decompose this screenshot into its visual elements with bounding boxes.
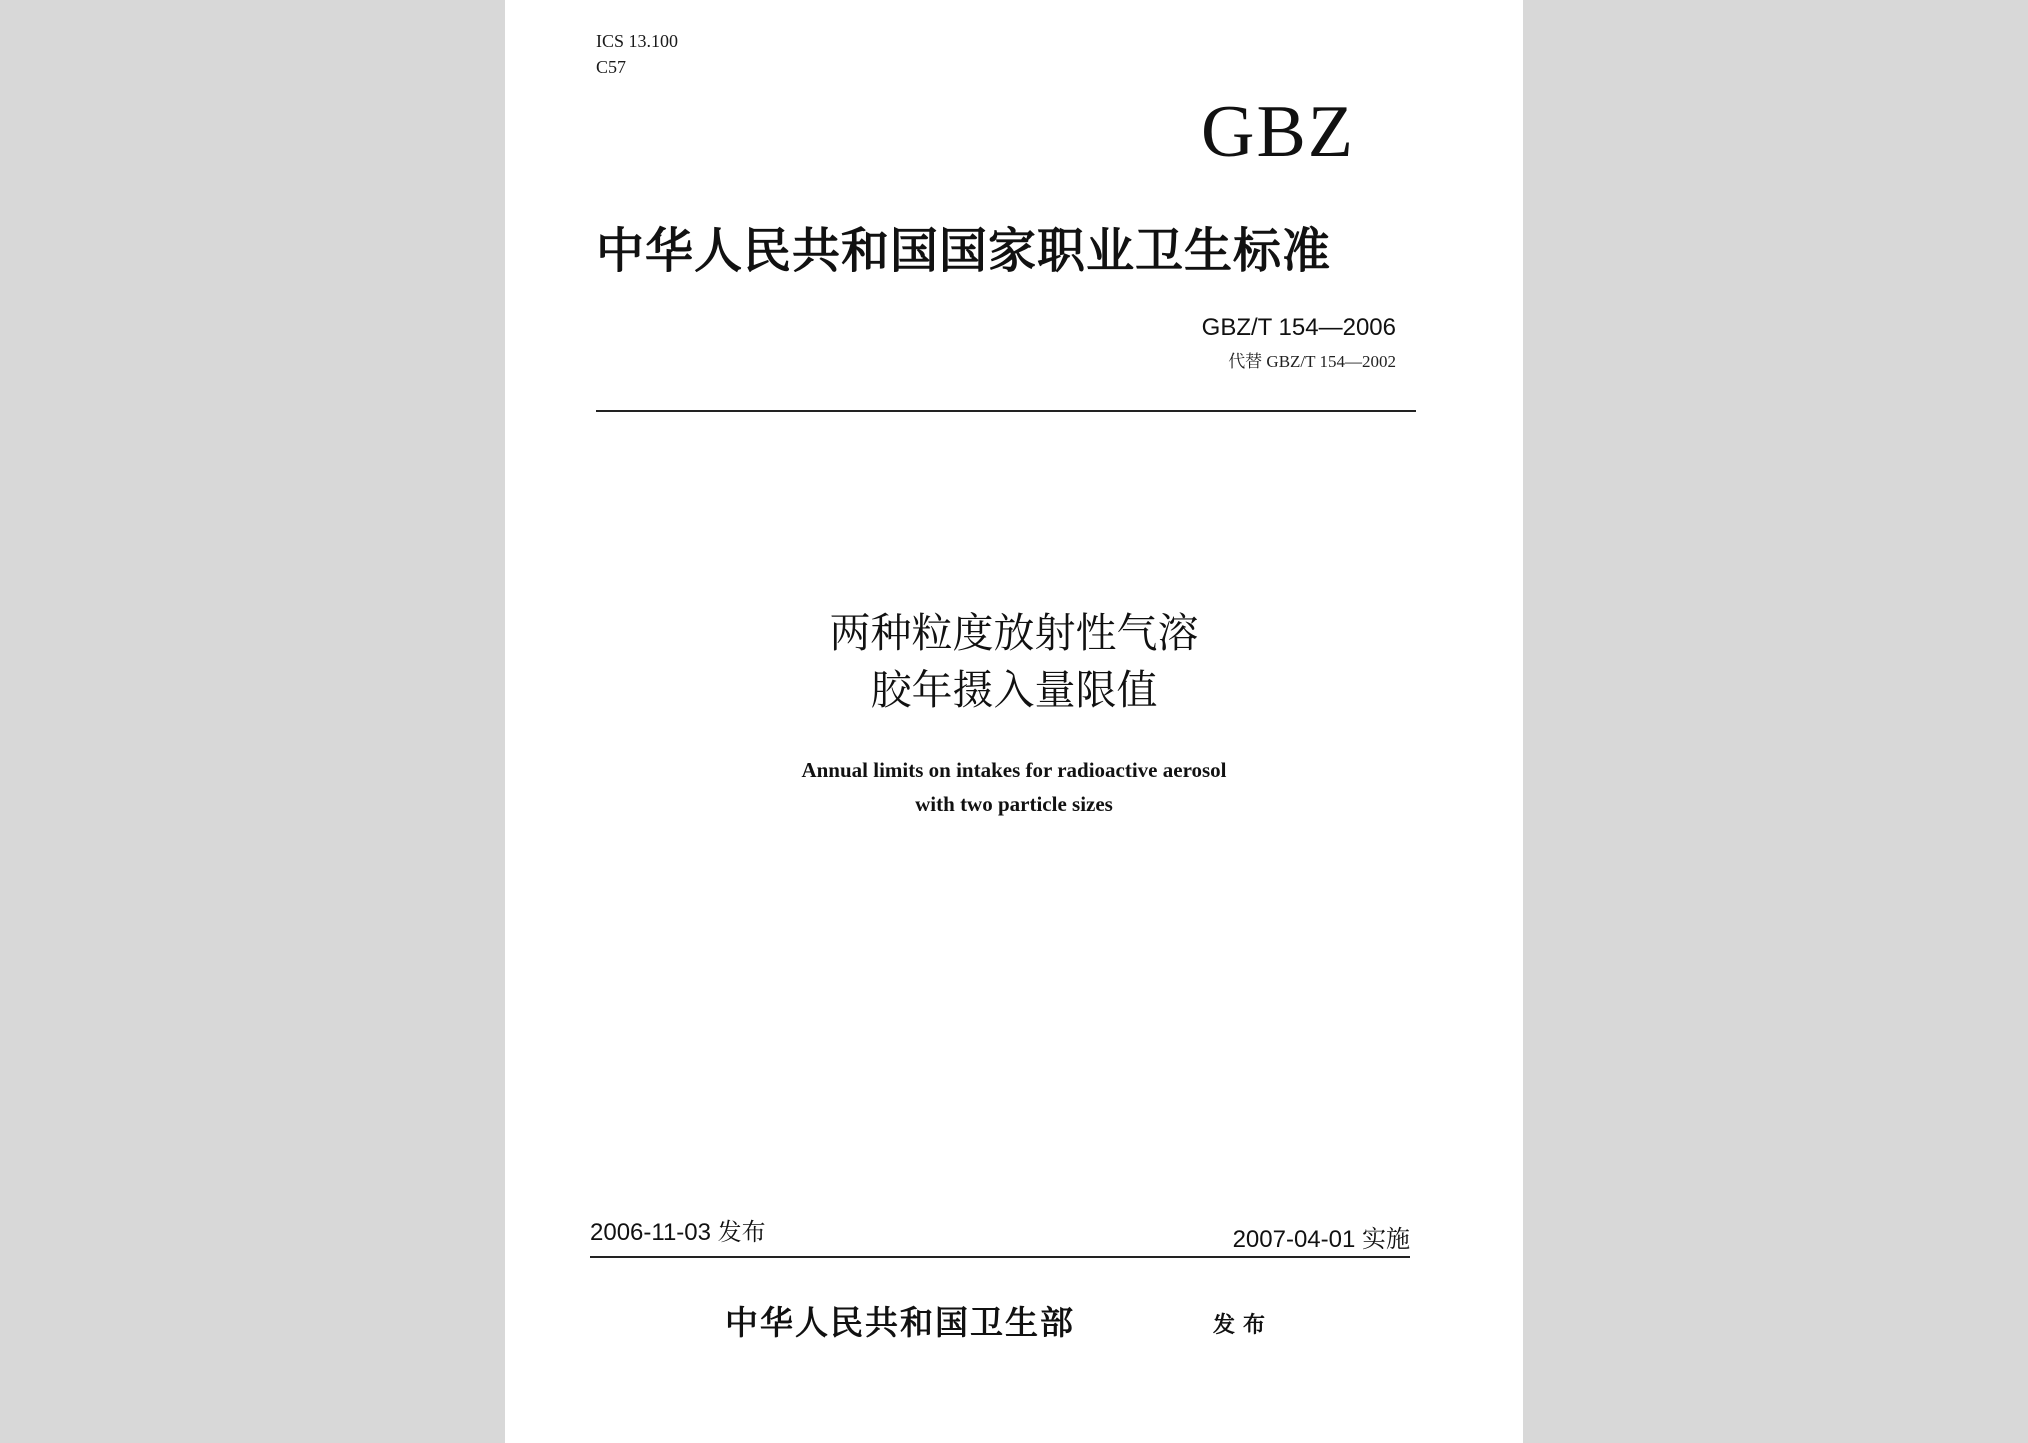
chinese-title — [505, 605, 1523, 719]
issue-date: 2006-11-03 发布 — [590, 1219, 766, 1246]
header-divider — [596, 410, 1416, 412]
publisher-verb: 发布 — [1213, 1312, 1274, 1337]
english-title-line-2: with two particle sizes — [915, 792, 1113, 816]
gbz-logo: GBZ — [1201, 91, 1355, 173]
implementation-date: 2007-04-01 实施 — [1232, 1226, 1410, 1253]
english-title — [505, 753, 1523, 821]
chinese-title-line-2: 胶年摄入量限值 — [870, 667, 1158, 713]
standard-number: GBZ/T 154—2006 — [1201, 314, 1396, 341]
publisher-name: 中华人民共和国卫生部 — [725, 1306, 1075, 1342]
replaces-standard: 代替 GBZ/T 154—2002 — [1228, 352, 1396, 371]
ics-code: ICS 13.100 — [596, 31, 679, 51]
english-title-line-1: Annual limits on intakes for radioactive aerosol — [801, 758, 1227, 782]
national-standard-title: 中华人民共和国国家职业卫生标准 — [596, 225, 1332, 278]
chinese-title-line-1: 两种粒度放射性气溶 — [829, 610, 1199, 656]
footer-divider — [590, 1256, 1410, 1258]
document-cover-page — [505, 0, 1523, 1443]
ccs-code: C57 — [596, 57, 627, 77]
